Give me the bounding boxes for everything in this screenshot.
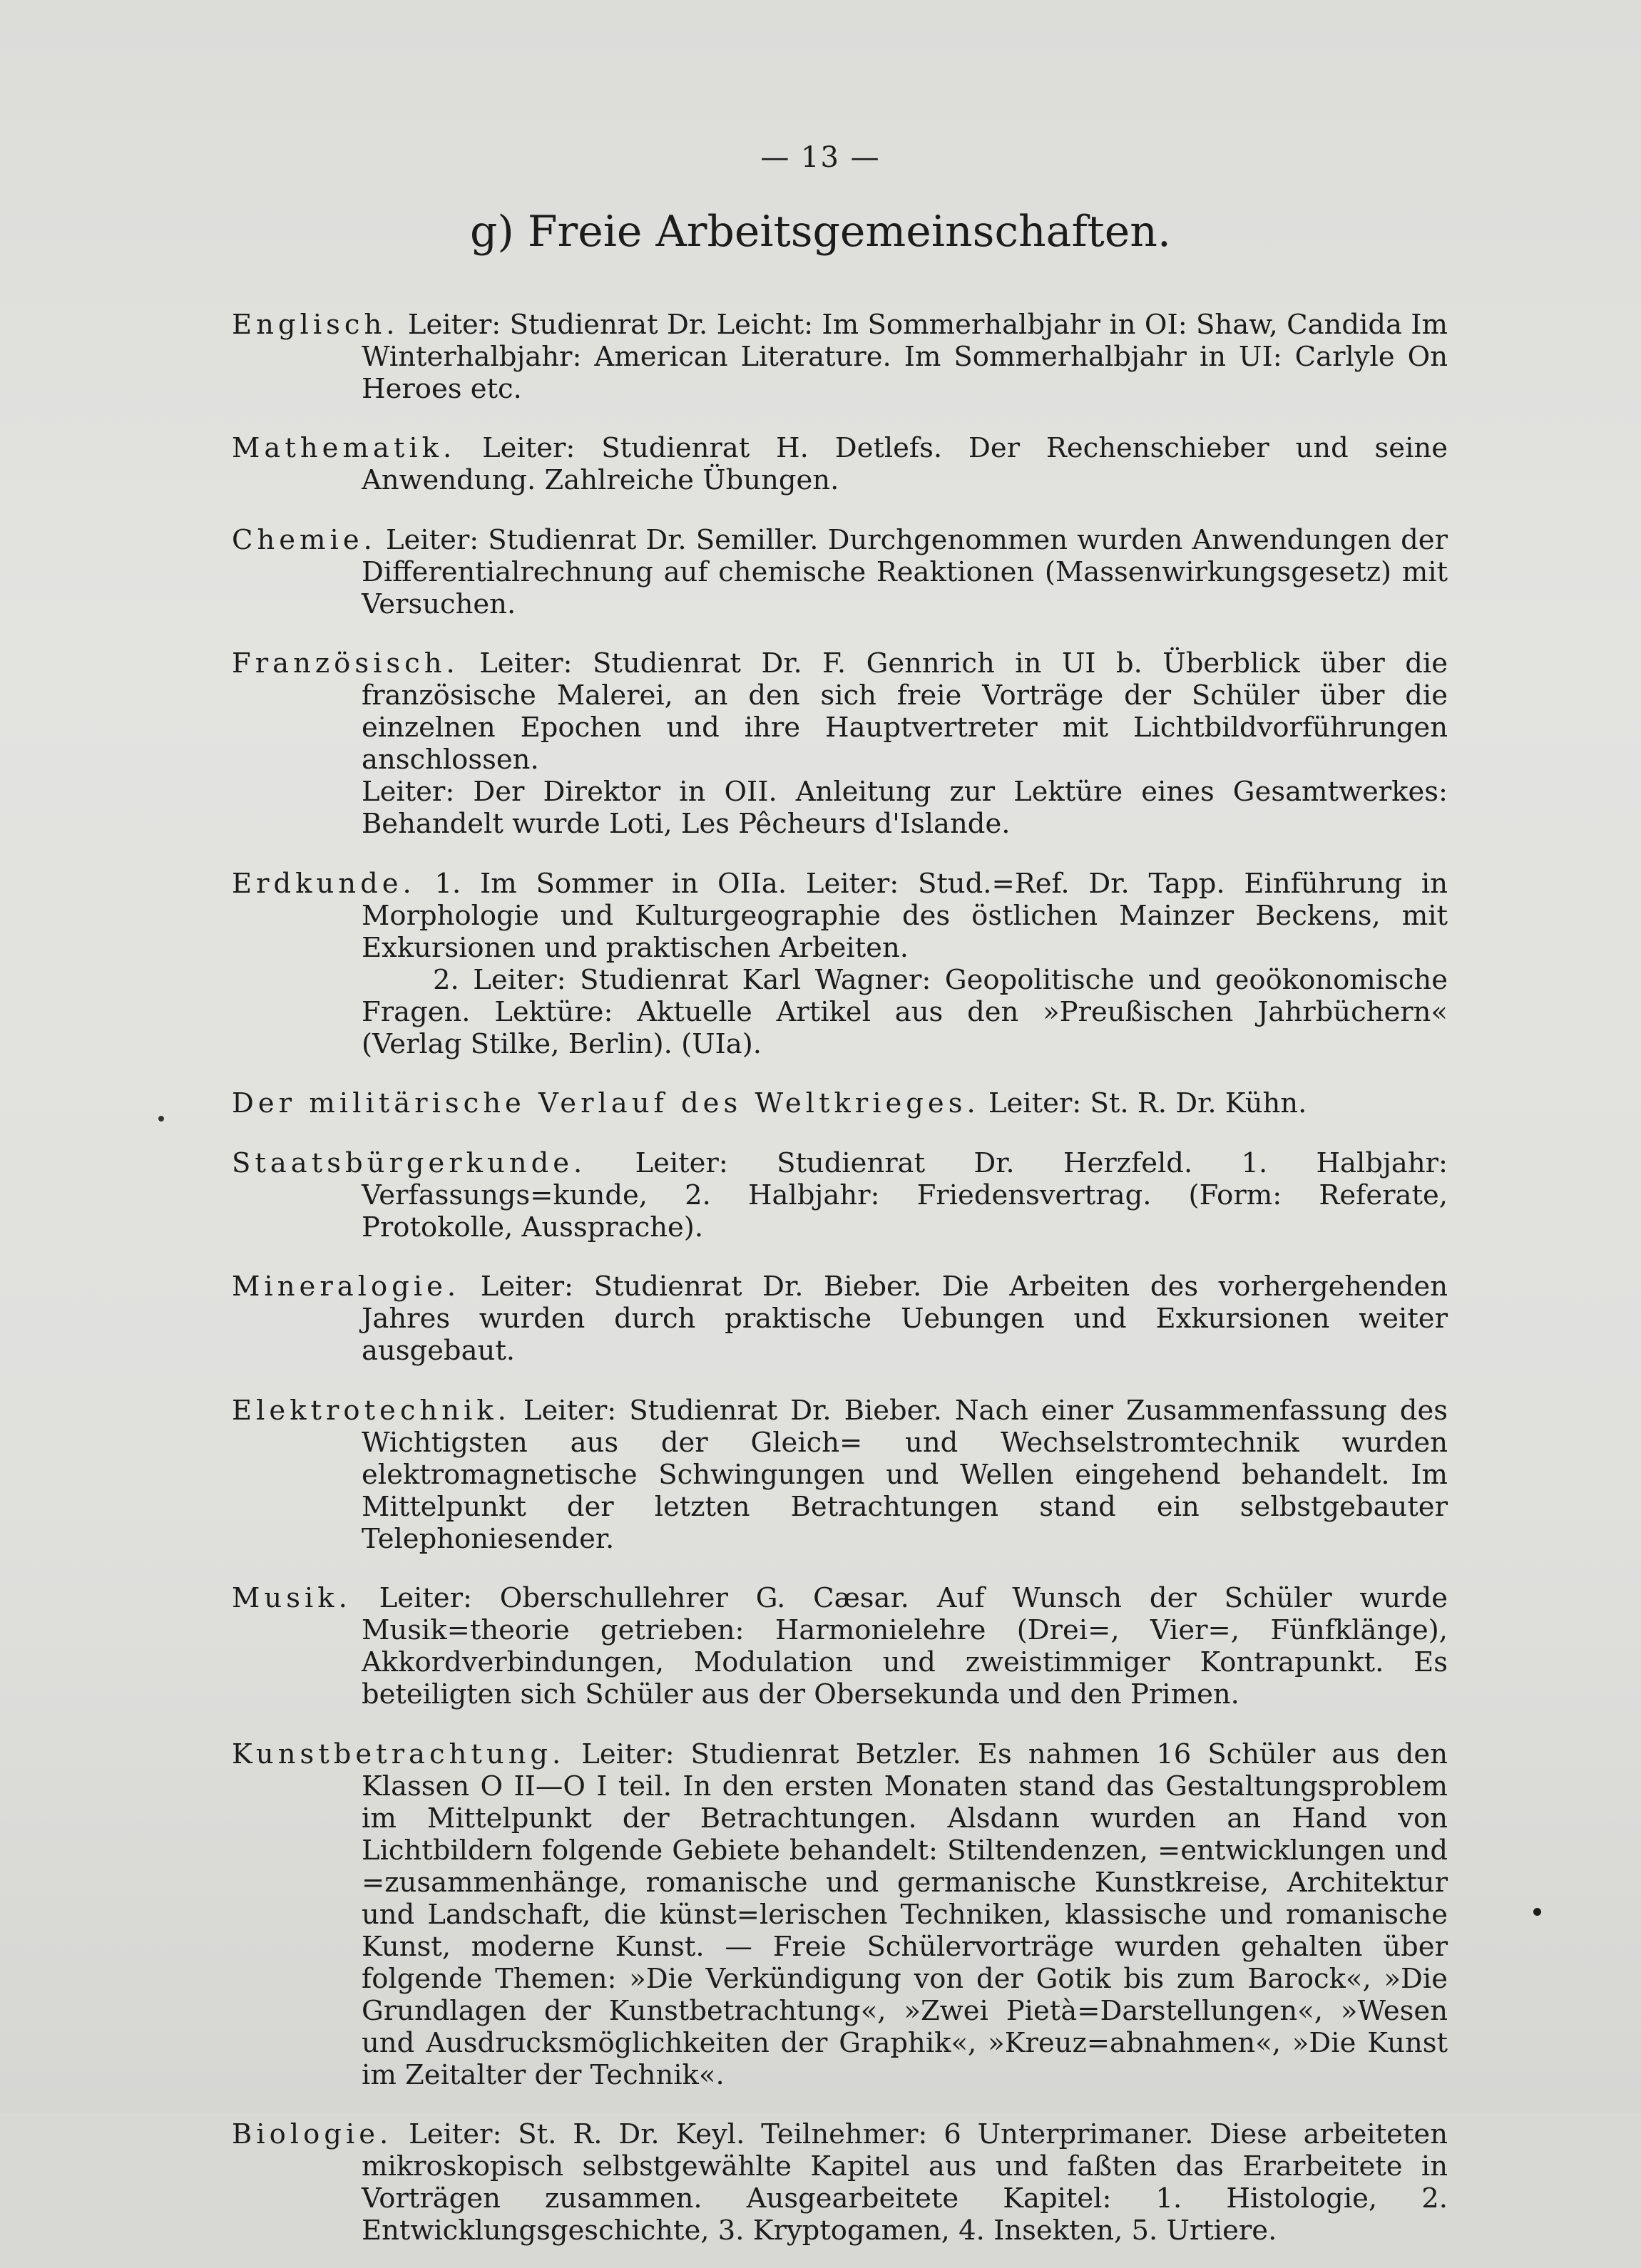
entry-musik (232, 1582, 1448, 1710)
entry-weltkrieg (232, 1087, 1448, 1119)
entry-chemie (232, 524, 1448, 620)
entry-mineralogie (232, 1271, 1448, 1367)
entry-label: Der militärische Verlauf des Weltkrieges. (232, 1087, 980, 1119)
entry-text: Leiter: Studienrat H. Detlefs. Der Rechenschieber und seine Anwendung. Zahlreiche Übungen. (362, 432, 1448, 496)
entries-list (232, 281, 1448, 2268)
entry-label: Elektrotechnik. (232, 1394, 511, 1427)
page-number: — 13 — (760, 141, 881, 174)
entry-franzoesisch (232, 647, 1448, 776)
entry-text: Leiter: Studienrat Dr. Bieber. Die Arbeiten des vorhergehenden Jahres wurden durch praktische Uebungen und Exkursionen weiter ausgebaut. (362, 1271, 1448, 1367)
entry-text: Leiter: Studienrat Dr. Herzfeld. 1. Halbjahr: Verfassungs=kunde, 2. Halbjahr: Friedensvertrag. (Form: Referate, Protokolle, Aussprache). (362, 1146, 1448, 1243)
entry-label: Chemie. (232, 523, 377, 556)
entry-text: Leiter: Der Direktor in OII. Anleitung zur Lektüre eines Gesamtwerkes: Behandelt wurde Loti, Les Pêcheurs d'Islande. (362, 776, 1448, 840)
entry-text: Leiter: Oberschullehrer G. Cæsar. Auf Wunsch der Schüler wurde Musik=theorie getrieben: Harmonielehre (Drei=, Vier=, Fünfklänge), Akkordverbindungen, Modulation und zweistimmiger Kontrapunkt. Es beteiligten sich Schüler aus der Obersekunda und den Primen. (351, 1582, 1448, 1710)
entry-englisch (232, 309, 1448, 405)
entry-staatsbuergerkunde (232, 1147, 1448, 1243)
entry-text: 2. Leiter: Studienrat Karl Wagner: Geopolitische und geoökonomische Fragen. Lektüre: Aktuelle Artikel aus den »Preußischen Jahrbüchern« (Verlag Stilke, Berlin). (UIa). (362, 963, 1448, 1060)
bullet-mark-icon (158, 1116, 164, 1122)
entry-text: Leiter: Studienrat Dr. Leicht: Im Sommerhalbjahr in OI: Shaw, Candida Im Winterhalbjahr: American Literature. Im Sommerhalbjahr in UI: Carlyle On Heroes etc. (362, 308, 1448, 405)
entry-label: Staatsbürgerkunde. (232, 1146, 587, 1179)
entry-mathematik (232, 432, 1448, 496)
bullet-mark-icon (1533, 1908, 1541, 1916)
entry-label: Mathematik. (232, 432, 456, 464)
entry-label: Biologie. (232, 2118, 393, 2150)
entry-text: Leiter: Studienrat Dr. Bieber. Nach einer Zusammenfassung des Wichtigsten aus der Gleich= und Wechselstromtechnik wurden elektromagnetische Schwingungen und Wellen eingehend behandelt. Im Mittelpunkt der letzten Betrachtungen stand ein selbstgebauter Telephoniesender. (362, 1394, 1448, 1555)
section-title: g) Freie Arbeitsgemeinschaften. (470, 207, 1171, 257)
entry-kunstbetrachtung (232, 1738, 1448, 2091)
entry-erdkunde-continued (232, 964, 1448, 1060)
entry-biologie (232, 2118, 1448, 2247)
entry-elektrotechnik (232, 1395, 1448, 1555)
entry-text: Leiter: Studienrat Dr. F. Gennrich in UI b. Überblick über die französische Malerei, an den sich freie Vorträge der Schüler über die einzelnen Epochen und ihre Hauptvertreter mit Lichtbildvorführungen anschlossen. (362, 647, 1448, 776)
entry-label: Französisch. (232, 647, 459, 679)
entry-text: Leiter: Studienrat Dr. Semiller. Durchgenommen wurden Anwendungen der Differentialrechnung auf chemische Reaktionen (Massenwirkungsgesetz) mit Versuchen. (362, 523, 1448, 620)
entry-text: Leiter: St. R. Dr. Kühn. (979, 1087, 1307, 1119)
entry-label: Englisch. (232, 308, 399, 341)
entry-label: Musik. (232, 1582, 352, 1614)
entry-label: Mineralogie. (232, 1271, 461, 1303)
entry-franzoesisch-continued (232, 776, 1448, 840)
entry-text: 1. Im Sommer in OIIa. Leiter: Stud.=Ref. Dr. Tapp. Einführung in Morphologie und Kulturgeographie des östlichen Mainzer Beckens, mit Exkursionen und praktischen Arbeiten. (362, 867, 1448, 964)
entry-text: Leiter: St. R. Dr. Keyl. Teilnehmer: 6 Unterprimaner. Diese arbeiteten mikroskopisch selbstgewählte Kapitel aus und faßten das Erarbeitete in Vorträgen zusammen. Ausgearbeitete Kapitel: 1. Histologie, 2. Entwicklungsgeschichte, 3. Kryptogamen, 4. Insekten, 5. Urtiere. (362, 2118, 1448, 2247)
entry-label: Erdkunde. (232, 867, 416, 900)
entry-text: Leiter: Studienrat Betzler. Es nahmen 16 Schüler aus den Klassen O II—O I teil. In den ersten Monaten stand das Gestaltungsproblem im Mittelpunkt der Betrachtungen. Alsdann wurden an Hand von Lichtbildern folgende Gebiete behandelt: Stiltendenzen, =entwicklungen und =zusammenhänge, romanische und germanische Kunstkreise, Architektur und Landschaft, die künst=lerischen Techniken, klassische und romanische Kunst, moderne Kunst. — Freie Schülervorträge wurden gehalten über folgende Themen: »Die Verkündigung von der Gotik bis zum Barock«, »Die Grundlagen der Kunstbetrachtung«, »Zwei Pietà=Darstellungen«, »Wesen und Ausdrucksmöglichkeiten der Graphik«, »Kreuz=abnahmen«, »Die Kunst im Zeitalter der Technik«. (362, 1738, 1448, 2091)
entry-erdkunde (232, 868, 1448, 964)
entry-label: Kunstbetrachtung. (232, 1738, 566, 1770)
